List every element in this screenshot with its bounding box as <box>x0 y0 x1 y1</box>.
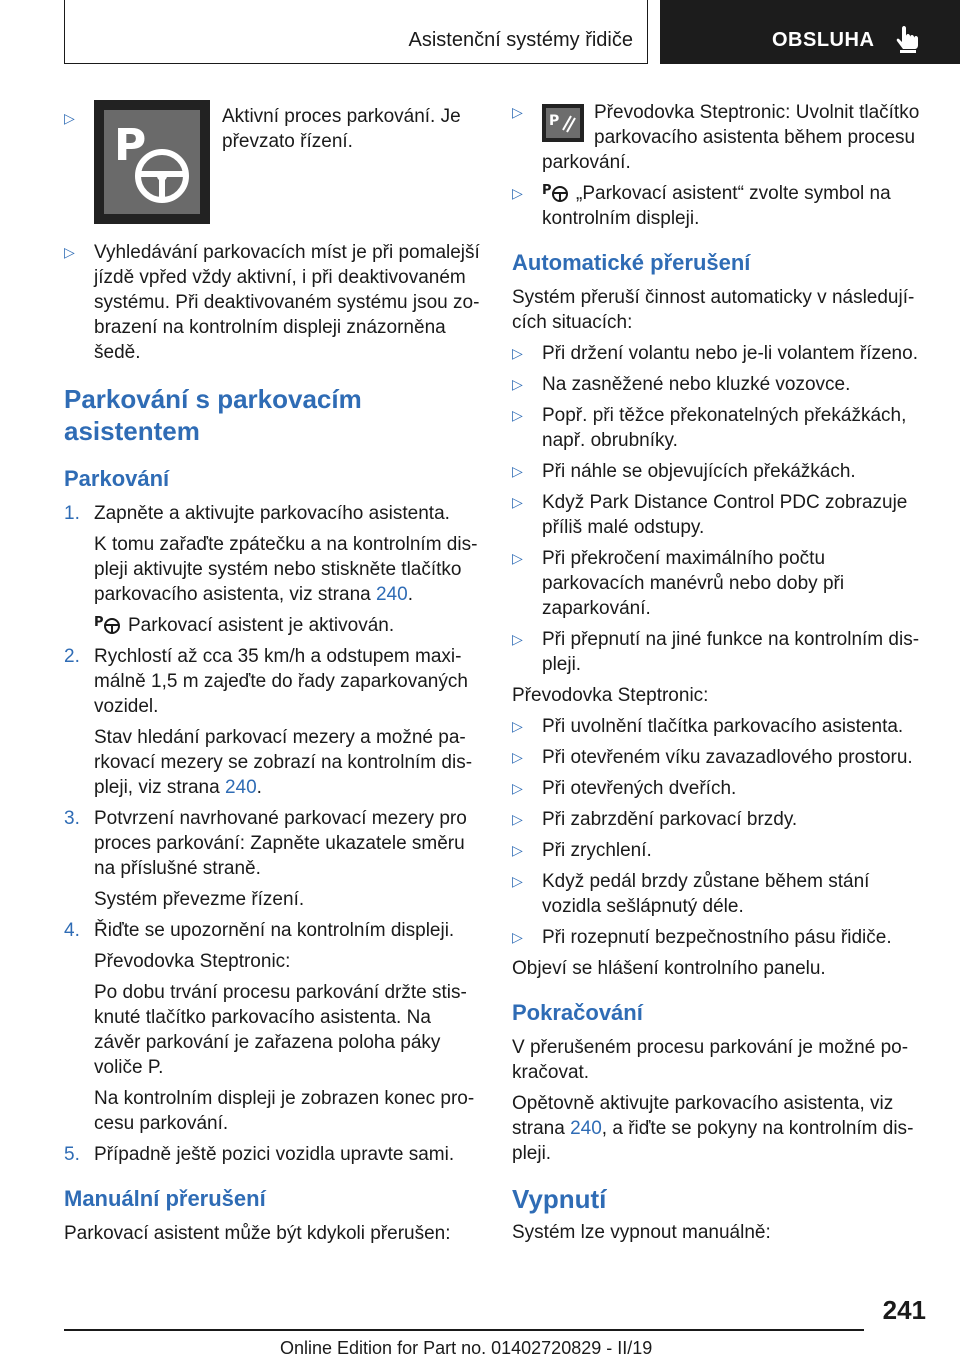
continue-text-2: Opětovně aktivujte parkovacího asistenta, viz strana 240, a řiďte se pokyny na kontrolním displeji. <box>512 1093 914 1164</box>
manual-text: Parkovací asistent může být kdykoli přerušen: <box>64 1223 451 1244</box>
steptronic-bullet <box>512 100 930 175</box>
section-title: Asistenční systémy řidiče <box>408 29 633 51</box>
header-frame <box>64 0 648 64</box>
step-number: 4. <box>64 920 80 941</box>
parking-assistant-icon <box>542 181 570 203</box>
list-item: ▷ Při náhle se objevujících překážkách. <box>512 461 856 482</box>
steptronic-bullet-text: Převodovka Steptronic: Uvolnit tlačítko parkovacího asistenta během procesu parkování. <box>542 102 920 173</box>
list-item: ▷ Popř. při těžce překonatelných překážkách, např. obrubníky. <box>512 405 907 451</box>
search-bullet-text: Vyhledávání parkovacích míst je při pomalejší jízdě vpřed vždy aktivní, i při deaktivovaném systému. Při deaktivovaném systému jsou zobrazení na kontrolním displeji znázorněna šedě. <box>94 242 480 363</box>
left-column <box>64 100 480 1252</box>
step-text: Případně ještě pozici vozidla upravte sami. <box>94 1144 455 1165</box>
step-1 <box>64 501 480 526</box>
page-number: 241 <box>882 1295 926 1325</box>
bullet-triangle-icon: ▷ <box>512 104 523 120</box>
parking-assistant-active-icon <box>94 100 210 224</box>
heading-auto-interrupt: Automatické přerušení <box>512 250 751 275</box>
step-number: 5. <box>64 1144 80 1165</box>
step-text: Řiďte se upozornění na kontrolním displeji. <box>94 920 455 941</box>
list-item: ▷ Na zasněžené nebo kluzké vozovce. <box>512 374 851 395</box>
step-1-active: P Parkovací asistent je aktivován. <box>94 615 395 636</box>
step-number: 1. <box>64 503 80 524</box>
list-item: ▷ Při otevřených dveřích. <box>512 778 737 799</box>
svg-text:P: P <box>549 113 560 129</box>
step-text: Potvrzení navrhované parkovací mezery pro proces parkování: Zapněte ukazatele směru na příslušné straně. <box>94 808 467 879</box>
steptronic-label: Převodovka Steptronic: <box>512 685 709 706</box>
list-item: ▷ Při držení volantu nebo je-li volantem řízeno. <box>512 343 918 364</box>
right-column <box>512 100 930 1251</box>
svg-text:P: P <box>542 183 552 198</box>
list-item: ▷ Při přepnutí na jiné funkce na kontrolním displeji. <box>512 629 920 675</box>
step-text: Zapněte a aktivujte parkovacího asistenta. <box>94 503 450 524</box>
list-item: ▷ Při otevřeném víku zavazadlového prostoru. <box>512 747 913 768</box>
auto-intro: Systém přeruší činnost automaticky v následujících situacích: <box>512 287 915 333</box>
step-4 <box>64 918 480 943</box>
edition-info: Online Edition for Part no. 01402720829 - II/19 <box>280 1338 653 1358</box>
section-tab[interactable] <box>660 0 960 64</box>
step-4-detail-b: Po dobu trvání procesu parkování držte stisknuté tlačítko parkovacího asistenta. Na závěr parkování je zařazena poloha páky voliče P. <box>94 982 467 1078</box>
list-item: ▷ Když pedál brzdy zůstane během stání vozidla sešlápnutý déle. <box>512 871 870 917</box>
section-tab-label: OBSLUHA <box>772 29 875 51</box>
footer-divider <box>64 1329 864 1331</box>
step-number: 2. <box>64 646 80 667</box>
list-item: ▷ Při rozepnutí bezpečnostního pásu řidiče. <box>512 927 892 948</box>
heading-switch-off: Vypnutí <box>512 1184 607 1214</box>
step-3 <box>64 806 480 881</box>
step-2-detail: Stav hledání parkovací mezery a možné parkovací mezery se zobrazí na kontrolním displeji, viz strana 240. <box>94 727 473 798</box>
page-link[interactable]: 240 <box>375 584 408 605</box>
step-4-detail-a: Převodovka Steptronic: <box>94 951 291 972</box>
list-item: ▷ Při zabrzdění parkovací brzdy. <box>512 809 798 830</box>
hand-touch-icon <box>892 24 922 54</box>
step-1-detail: K tomu zařaďte zpátečku a na kontrolním displeji aktivujte systém nebo stiskněte tlačítko parkovacího asistenta, viz strana 240. <box>94 534 478 605</box>
switch-off-text: Systém lze vypnout manuálně: <box>512 1222 771 1243</box>
step-4-detail-c: Na kontrolním displeji je zobrazen konec procesu parkování. <box>94 1088 475 1134</box>
intro-bullet <box>64 100 480 224</box>
heading-parking: Parkování <box>64 466 170 491</box>
intro-bullet-text: Aktivní proces parkování. Je převzato řízení. <box>222 106 461 152</box>
page-link[interactable]: 240 <box>570 1118 602 1139</box>
list-item: ▷ Když Park Distance Control PDC zobrazuje příliš malé odstupy. <box>512 492 908 538</box>
continue-text: V přerušeném procesu parkování je možné pokračovat. <box>512 1037 909 1083</box>
parking-assistant-icon <box>94 613 122 635</box>
panel-message: Objeví se hlášení kontrolního panelu. <box>512 958 826 979</box>
heading-parking-assist: Parkování s parkovacím asistentem <box>64 384 362 446</box>
bullet-triangle-icon: ▷ <box>64 244 75 260</box>
step-text: Rychlostí až cca 35 km/h a odstupem maximálně 1,5 m zajeďte do řady zaparkovaných vozidel. <box>94 646 468 717</box>
page-link[interactable]: 240 <box>224 777 257 798</box>
symbol-bullet-text: „Parkovací asistent“ zvolte symbol na kontrolním displeji. <box>542 183 891 229</box>
list-item: ▷ Při překročení maximálního počtu parkovacích manévrů nebo doby při zaparkování. <box>512 548 845 619</box>
svg-text:P: P <box>114 120 147 171</box>
step-number: 3. <box>64 808 80 829</box>
step-2 <box>64 644 480 719</box>
parking-button-icon <box>542 104 584 142</box>
list-item <box>512 181 930 231</box>
list-item <box>64 240 480 365</box>
step-3-detail: Systém převezme řízení. <box>94 889 305 910</box>
list-item: ▷ Při zrychlení. <box>512 840 652 861</box>
svg-text:P: P <box>94 615 104 630</box>
bullet-triangle-icon: ▷ <box>64 110 75 126</box>
heading-continue: Pokračování <box>512 1000 643 1025</box>
list-item: ▷ Při uvolnění tlačítka parkovacího asistenta. <box>512 716 904 737</box>
step-5 <box>64 1142 480 1167</box>
bullet-triangle-icon: ▷ <box>512 185 523 201</box>
heading-manual-interrupt: Manuální přerušení <box>64 1186 266 1211</box>
